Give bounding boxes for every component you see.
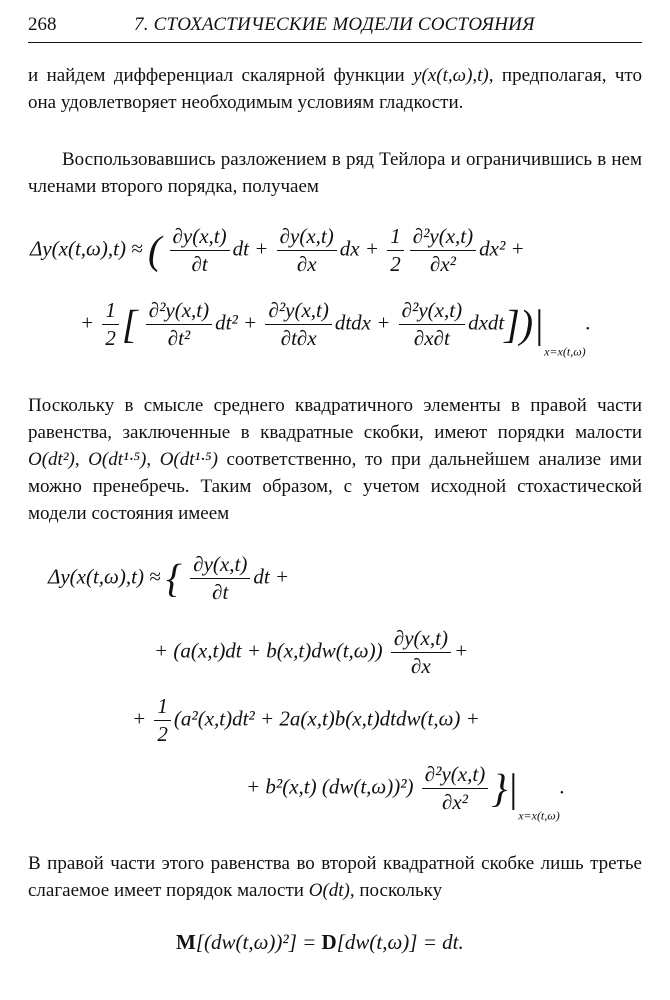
fraction: $\frac{\text{∂²y(x,t)}}{\partial t\partial x}$ — [265, 298, 331, 351]
equation-2-line-4: + b²(x,t) (dw(t,ω))²) $\frac{\text{∂²y(x,t)}}{\text{∂x²}}$ }$|_{x=x(t,\omega)}$. — [246, 762, 565, 823]
fraction: $\frac{\partial y(x,t)}{\partial x}$ — [391, 626, 451, 679]
fraction: $\frac{\text{∂²y(x,t)}}{\text{∂x²}}$ — [422, 762, 488, 815]
paragraph-2: Воспользовавшись разложением в ряд Тейлора и ограничившись в нем членами второго порядка, получаем — [28, 149, 642, 197]
fraction-half: $\frac{1}{2}$ — [102, 298, 119, 351]
inline-math: y(x(t,ω),t) — [413, 65, 489, 86]
equation-1-line-2: + $\frac{1}{2}$ [ $\frac{\text{∂²y(x,t)}}{\text{∂t²}}$ dt² + $\frac{\text{∂²y(x,t)}}{\partial t\partial x}$ dtdx + $\frac{\text{∂²y(x,t)}}{\partial x\partial t}$ $dxdt])|_{x=x(t,\omega)}$. — [80, 298, 591, 359]
evaluation-subscript: x=x(t,ω) — [544, 344, 586, 359]
fraction: $\frac{\partial y(x,t)}{\partial t}$ — [190, 552, 250, 605]
fraction: $\frac{\text{∂²y(x,t)}}{\partial x\partial t}$ — [399, 298, 465, 351]
equation-2-line-1: Δy(x(t,ω),t) ≈ { $\frac{\partial y(x,t)}{\partial t}$ dt + — [48, 552, 290, 604]
fraction: $\frac{\text{∂²y(x,t)}}{\text{∂t²}}$ — [146, 298, 212, 351]
equation-2-line-2: + (a(x,t)dt + b(x,t)dw(t,ω)) $\frac{\partial y(x,t)}{\partial x}$ + — [154, 626, 469, 678]
fraction: $\frac{\text{∂²y(x,t)}}{\text{∂x²}}$ — [410, 224, 476, 277]
equation-1-line-1: Δy(x(t,ω),t) ≈ ( $\frac{\partial y(x,t)}{\partial t}$ dt + $\frac{\partial y(x,t)}{\partial x}$ dx + $\frac{1}{2}$ $\frac{\text{∂²y(x,t)}}{\text{∂x²}}$ dx² + — [30, 224, 525, 276]
variance-operator: D — [321, 930, 337, 954]
paragraph-4: В правой части этого равенства во второй квадратной скобке лишь третье слагаемое имеет порядок малости O(dt), поскольку — [28, 853, 642, 901]
page-number: 268 — [28, 14, 57, 35]
equation-3: M[(dw(t,ω))²] = D[dw(t,ω)] = dt. — [176, 930, 464, 954]
header-rule — [28, 42, 642, 43]
fraction-half: $\frac{1}{2}$ — [154, 694, 171, 747]
expectation-operator: M — [176, 930, 196, 954]
equation-2-line-3: + $\frac{1}{2}$ (a²(x,t)dt² + 2a(x,t)b(x,t)dtdw(t,ω) + — [132, 694, 480, 746]
fraction: $\frac{\partial y(x,t)}{\partial x}$ — [277, 224, 337, 277]
paragraph-1: и найдем дифференциал скалярной функции y(x(t,ω),t), предполагая, что она удовлетворяет необходимым условиям гладкости. — [28, 65, 642, 113]
running-header — [28, 14, 640, 40]
running-title: 7. СТОХАСТИЧЕСКИЕ МОДЕЛИ СОСТОЯНИЯ — [134, 14, 535, 35]
fraction-half: $\frac{1}{2}$ — [387, 224, 404, 277]
evaluation-subscript: x=x(t,ω) — [518, 808, 560, 823]
fraction: $\frac{\partial y(x,t)}{\partial t}$ — [170, 224, 230, 277]
paragraph-3: Поскольку в смысле среднего квадратичного элементы в правой части равенства, заключенные в квадратные скобки, имеют порядки малости O(dt²), O(dt¹·⁵), O(dt¹·⁵) соответственно, то при дальнейшем анализе ими можно пренебречь. Таким образом, с учетом исходной стохастической модели состояния имеем — [28, 395, 642, 524]
